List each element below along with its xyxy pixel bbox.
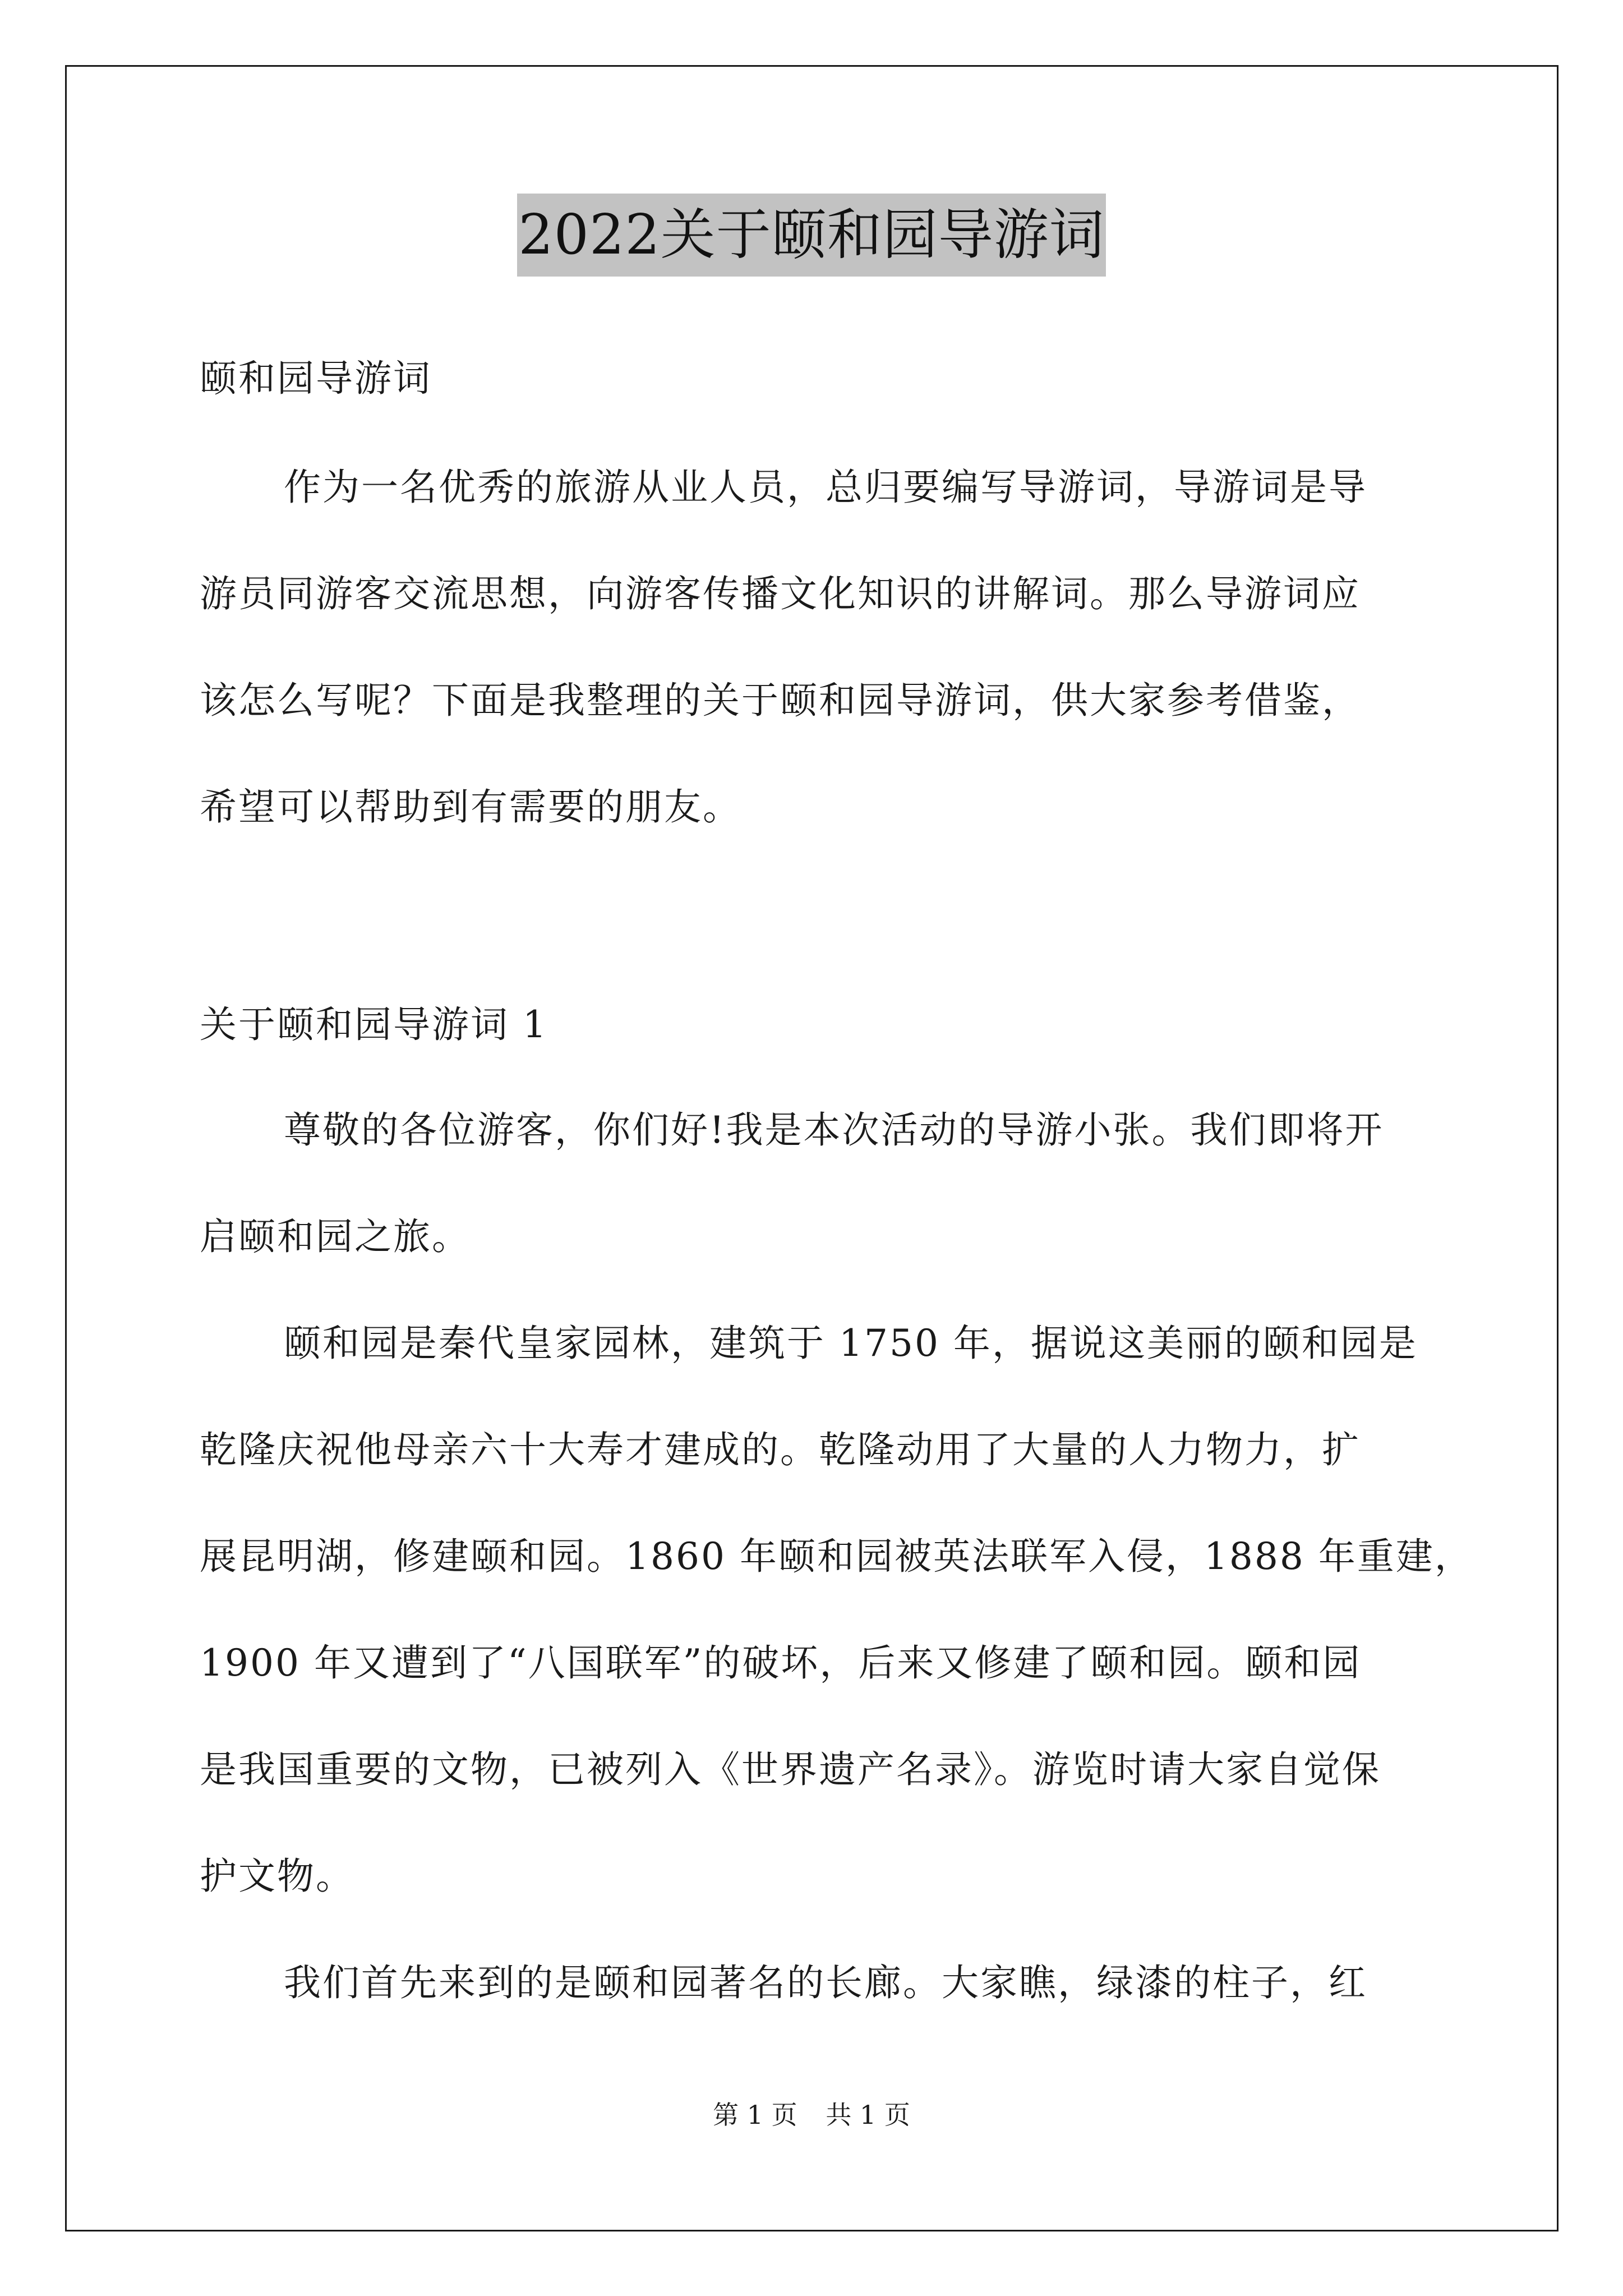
title-container [0, 194, 1623, 277]
page-number-total: 共 1 页 [826, 2100, 910, 2130]
section-heading: 关于颐和园导游词 1 [200, 1003, 548, 1046]
section-line: 启颐和园之旅。 [200, 1215, 471, 1258]
page-number-current: 第 1 页 [713, 2100, 797, 2130]
section-heading-block [200, 972, 1433, 1078]
section-line: 我们首先来到的是颐和园著名的长廊。大家瞧，绿漆的柱子，红 [284, 1961, 1367, 2004]
intro-paragraph [200, 434, 1433, 861]
intro-line: 游员同游客交流思想，向游客传播文化知识的讲解词。那么导游词应 [200, 572, 1361, 615]
section-line: 尊敬的各位游客，你们好!我是本次活动的导游小张。我们即将开 [284, 1108, 1384, 1152]
section-line: 乾隆庆祝他母亲六十大寿才建成的。乾隆动用了大量的人力物力，扩 [200, 1428, 1361, 1471]
intro-line: 希望可以帮助到有需要的朋友。 [200, 785, 741, 829]
section-line: 颐和园是秦代皇家园林，建筑于 1750 年，据说这美丽的颐和园是 [284, 1322, 1418, 1365]
section-body [200, 1077, 1473, 2036]
section-line: 护文物。 [200, 1855, 354, 1898]
document-subtitle: 颐和园导游词 [200, 357, 432, 400]
section-line: 1900 年又遭到了“八国联军”的破坏，后来又修建了颐和园。颐和园 [200, 1641, 1362, 1685]
intro-line: 作为一名优秀的旅游从业人员，总归要编写导游词，导游词是导 [284, 466, 1367, 509]
document-title: 2022关于颐和园导游词 [517, 194, 1105, 277]
intro-line: 该怎么写呢？下面是我整理的关于颐和园导游词，供大家参考借鉴， [200, 679, 1361, 722]
page-footer [0, 2098, 1623, 2132]
section-line: 展昆明湖，修建颐和园。1860 年颐和园被英法联军入侵，1888 年重建， [200, 1535, 1473, 1578]
subtitle-block [200, 325, 1433, 432]
section-line: 是我国重要的文物，已被列入《世界遗产名录》。游览时请大家自觉保 [200, 1748, 1381, 1791]
